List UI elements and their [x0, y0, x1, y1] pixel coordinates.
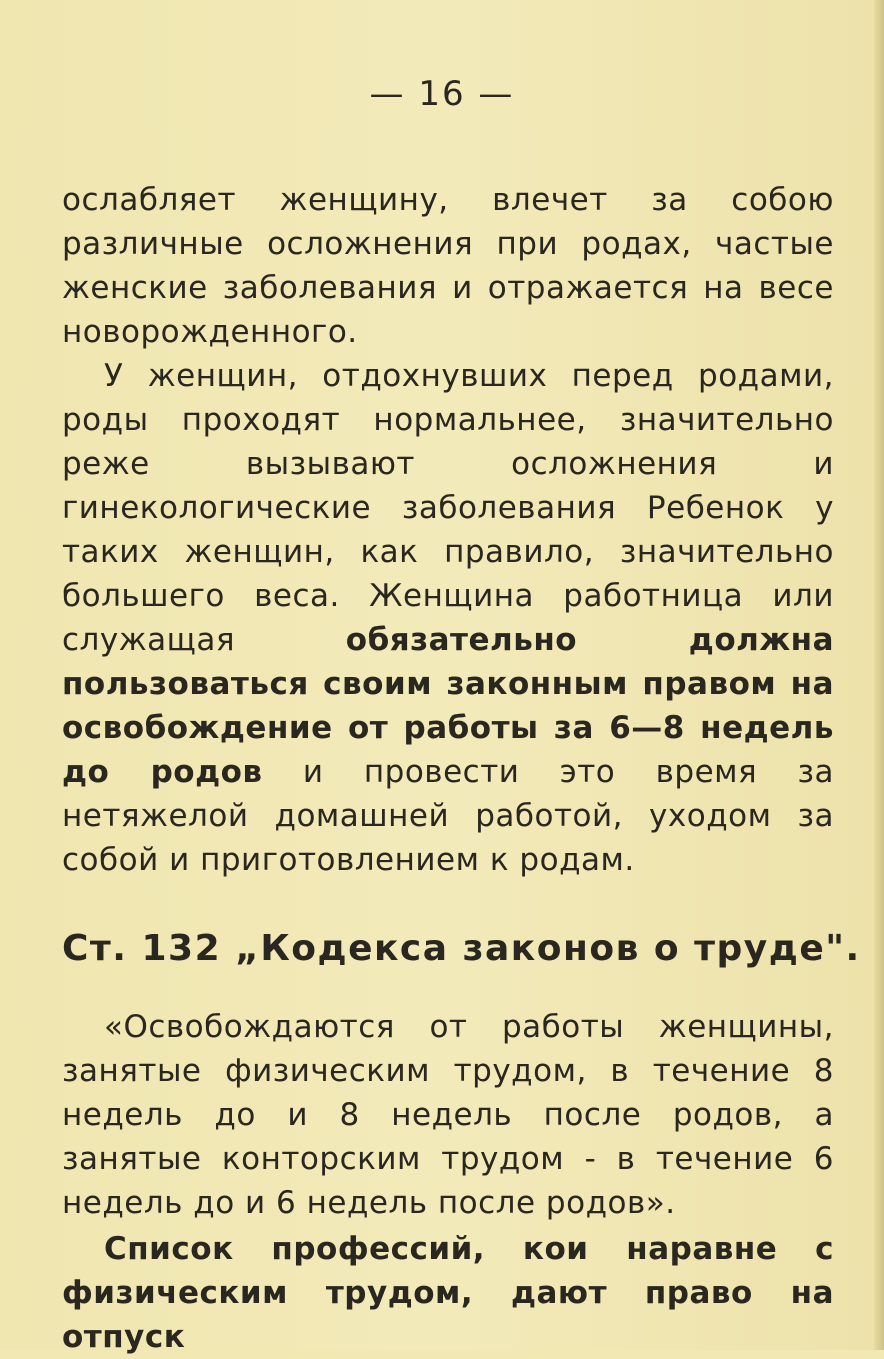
- paragraph-2: [62, 354, 834, 882]
- paragraph-2-bold: обязательно должна пользоваться своим законным правом на освобождение от работы за 6—8 недель до родов: [62, 622, 835, 790]
- quote-paragraph: «Освобождаются от работы женщины, занятые физическим трудом, в течение 8 недель до и 8 недель после родов, а занятые конторским трудом - в течение 6 недель до и 6 недель после родов».: [62, 1009, 834, 1221]
- paragraph-2-end: и провести это время за нетяжелой домашней работой, уходом за собой и приготовлением к родам.: [62, 754, 834, 878]
- paragraph-1: ослабляет женщину, влечет за собою различные осложнения при родах, частые женские заболевания и отражается на весе новорожденного.: [62, 182, 834, 350]
- paragraph-2-start: У женщин, отдохнувших перед родами, роды проходят нормальнее, значительно реже вызывают осложнения и гинекологические заболевания Ребенок у таких женщин, как правило, значительно большего веса. Женщина работница или служащая: [62, 358, 834, 658]
- page-edge: [874, 0, 884, 1350]
- page-number: — 16 —: [369, 74, 515, 114]
- paragraph-4: Список профессий, кои наравне с физическим трудом, дают право на отпуск: [62, 1231, 834, 1355]
- section-heading: Ст. 132 „Кодекса законов о труде".: [62, 928, 861, 969]
